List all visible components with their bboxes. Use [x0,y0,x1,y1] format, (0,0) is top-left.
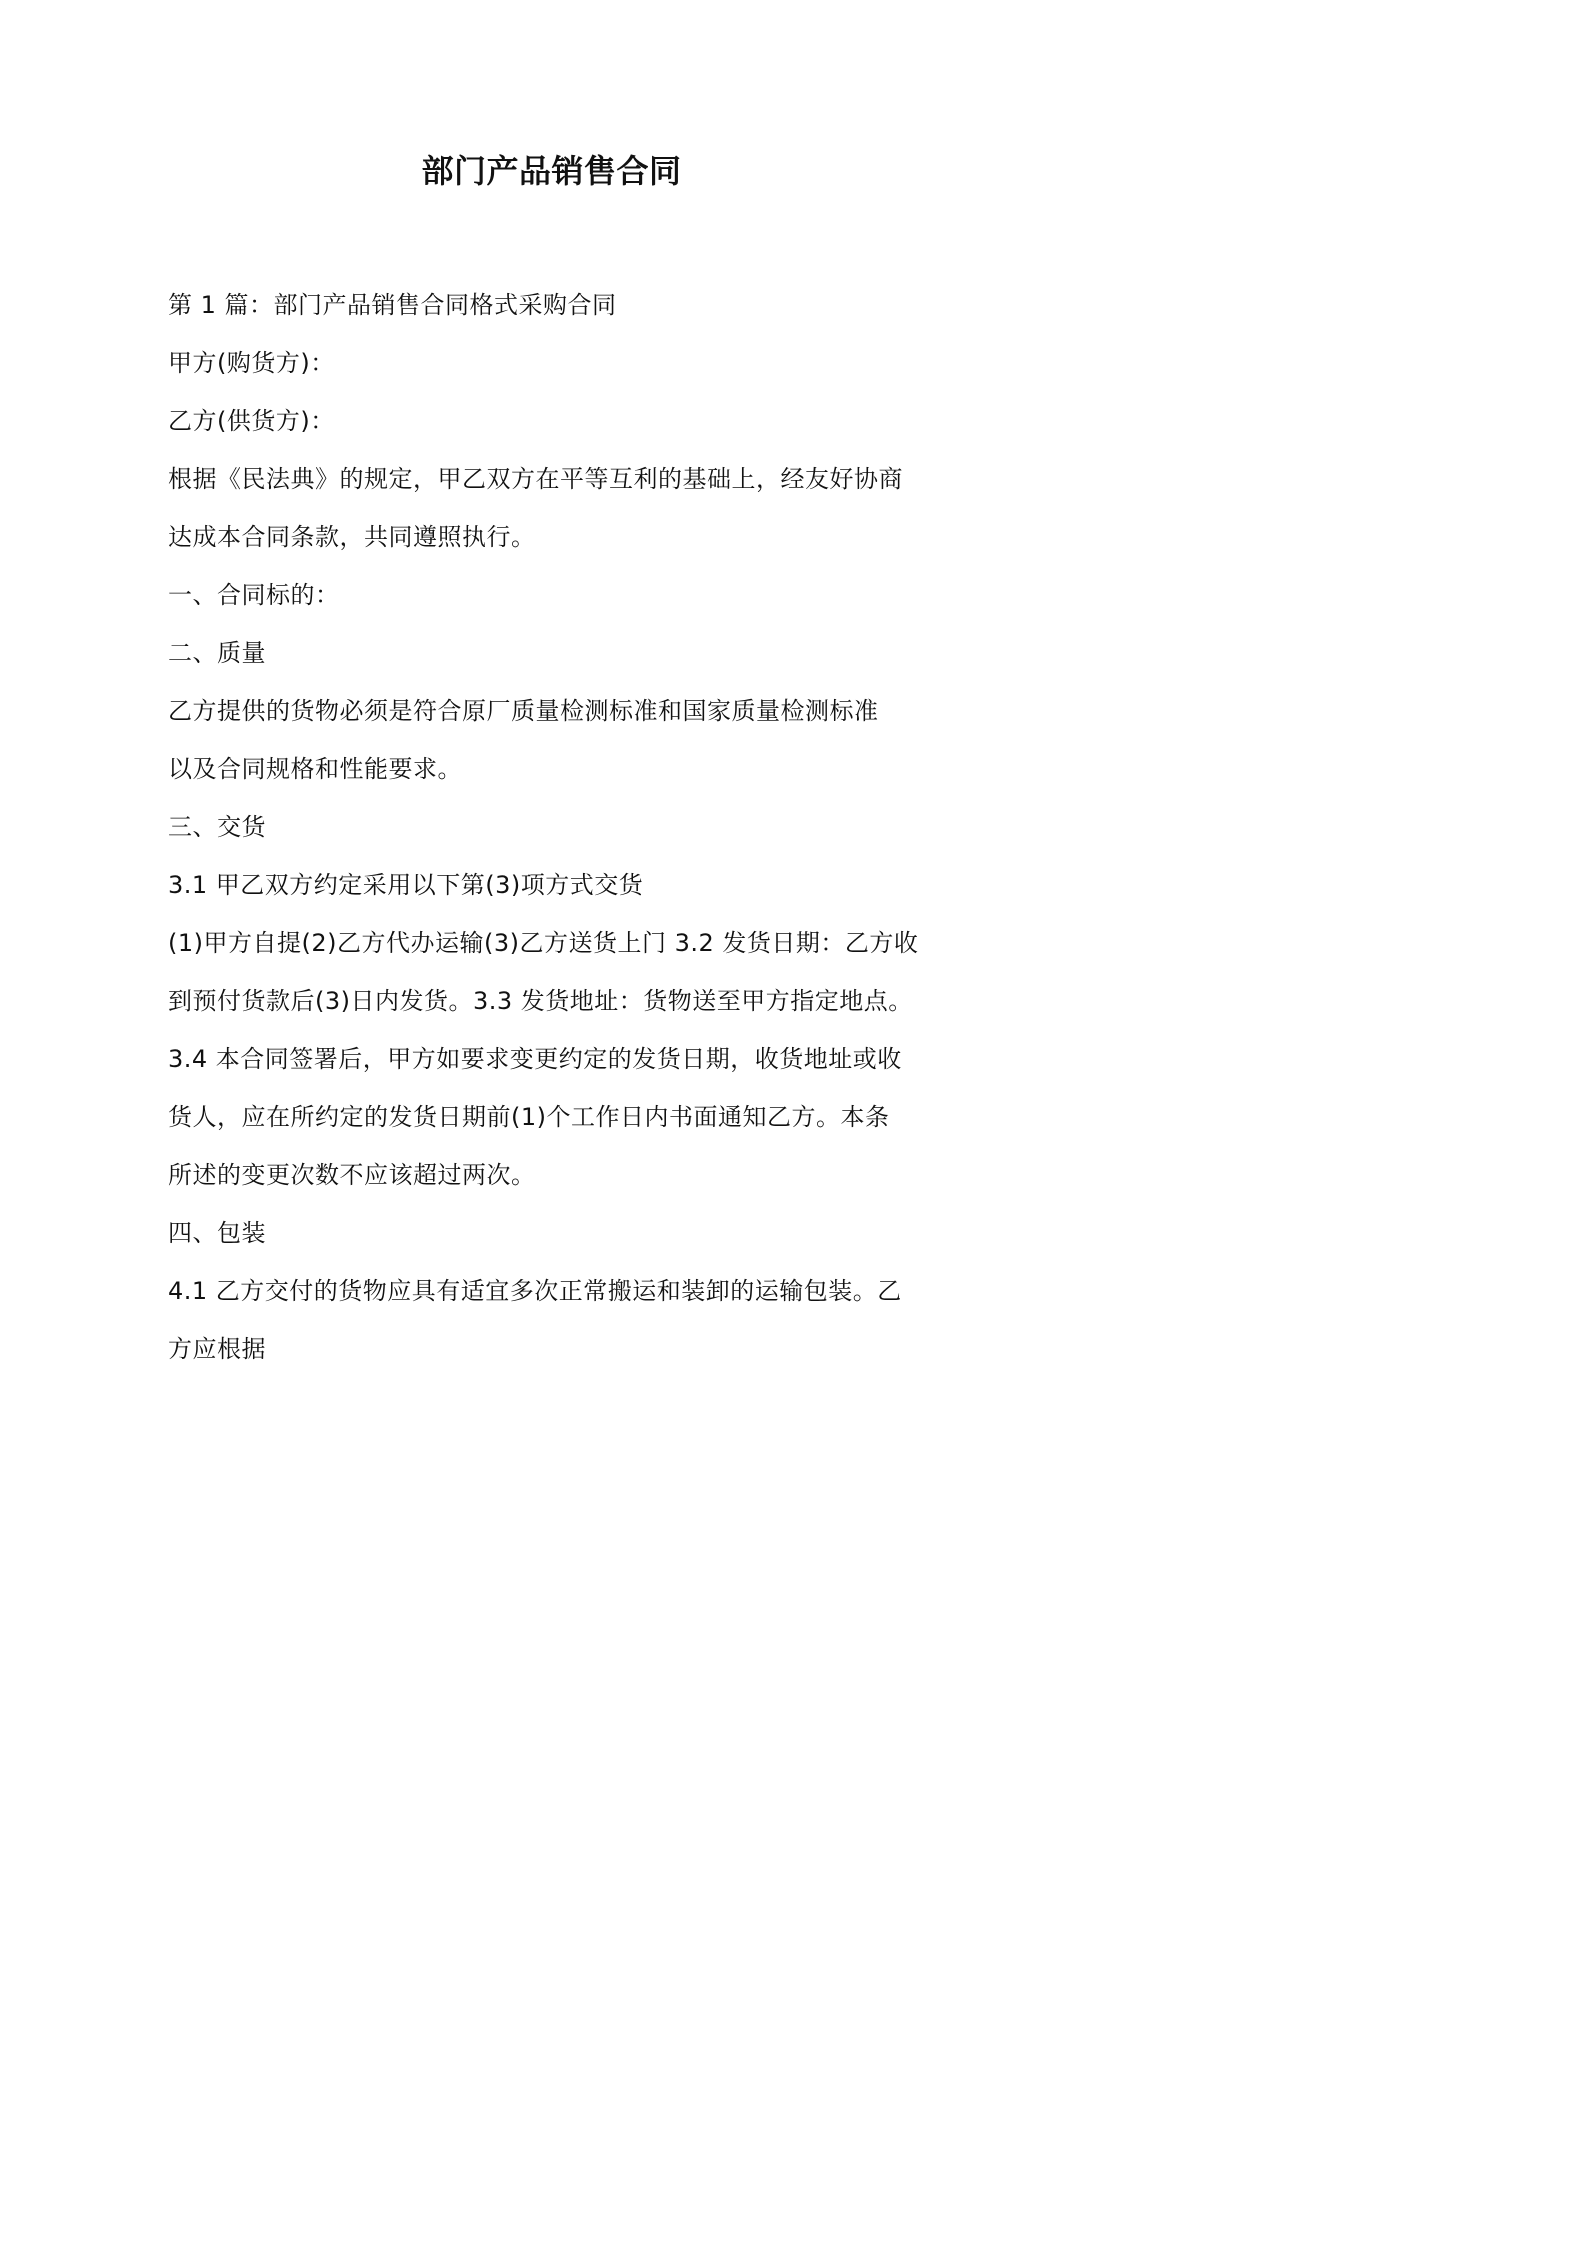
document-title: 部门产品销售合同 [421,152,682,190]
paragraph-line: 3.1 甲乙双方约定采用以下第(3)项方式交货 [168,871,644,899]
paragraph-line: 达成本合同条款，共同遵照执行。 [168,523,536,551]
paragraph-line: 到预付货款后(3)日内发货。3.3 发货地址：货物送至甲方指定地点。 [168,987,913,1015]
party-a-label: 甲方(购货方)： [168,349,335,377]
paragraph-line: 以及合同规格和性能要求。 [168,755,462,783]
paragraph-line: 方应根据 [168,1335,266,1363]
paragraph-line: 3.4 本合同签署后，甲方如要求变更约定的发货日期，收货地址或收 [168,1045,902,1073]
clause-heading-delivery: 三、交货 [168,813,266,841]
paragraph-line: 乙方提供的货物必须是符合原厂质量检测标准和国家质量检测标准 [168,697,879,725]
section-heading-part-1: 第 1 篇：部门产品销售合同格式采购合同 [168,291,617,319]
clause-heading-packaging: 四、包装 [168,1219,266,1247]
paragraph-line: 根据《民法典》的规定，甲乙双方在平等互利的基础上，经友好协商 [168,465,903,493]
paragraph-line: 4.1 乙方交付的货物应具有适宜多次正常搬运和装卸的运输包装。乙 [168,1277,902,1305]
paragraph-line: 所述的变更次数不应该超过两次。 [168,1161,536,1189]
clause-heading-subject: 一、合同标的： [168,581,340,609]
party-b-label: 乙方(供货方)： [168,407,335,435]
paragraph-line: 货人，应在所约定的发货日期前(1)个工作日内书面通知乙方。本条 [168,1103,890,1131]
document-page [0,0,1103,1560]
clause-heading-quality: 二、质量 [168,639,266,667]
document-body [168,276,948,1378]
paragraph-line: (1)甲方自提(2)乙方代办运输(3)乙方送货上门 3.2 发货日期：乙方收 [168,929,919,957]
